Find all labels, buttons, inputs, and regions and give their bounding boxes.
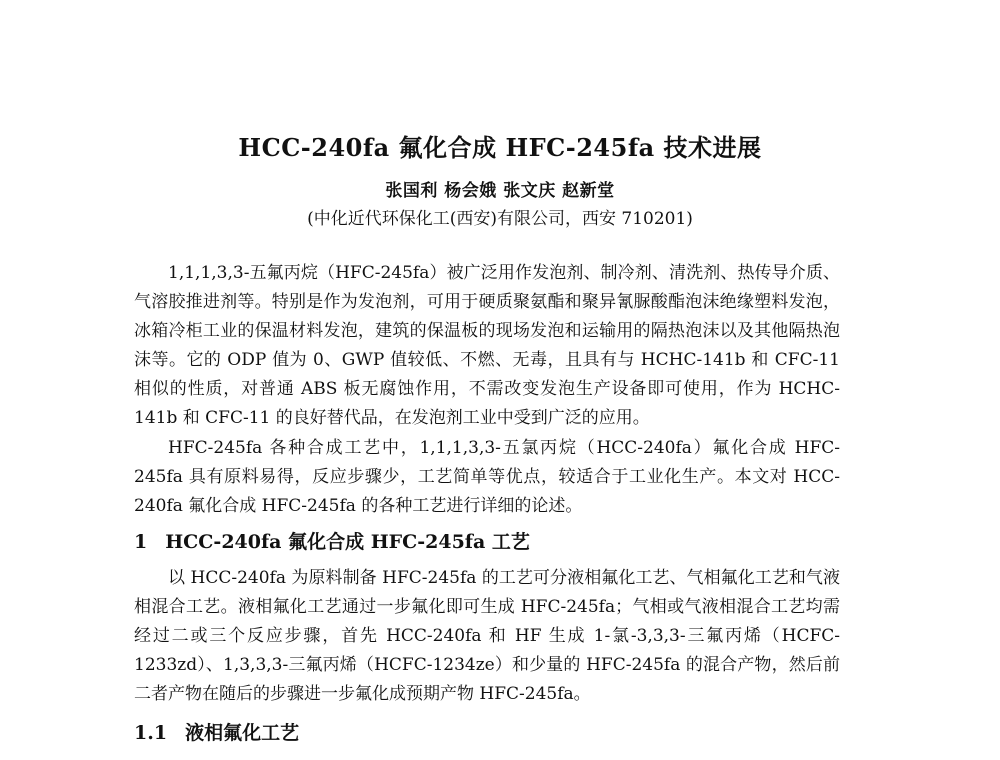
section-number: 1.1 <box>134 722 168 744</box>
author-list: 张国利 杨会娥 张文庆 赵新堂 <box>385 181 615 201</box>
intro-paragraph-2: HFC-245fa 各种合成工艺中，1,1,1,3,3-五氯丙烷（HCC-240fa）氟化合成 HFC-245fa 具有原料易得，反应步骤少，工艺简单等优点，较适合于工业化生产。本文对 HCC-240fa 氟化合成 HFC-245fa 的各种工艺进行详细的论述。 <box>134 438 840 516</box>
section-title: 液相氟化工艺 <box>185 722 300 744</box>
section-heading-1 <box>134 527 530 554</box>
paper-title: HCC-240fa 氟化合成 HFC-245fa 技术进展 <box>238 133 762 162</box>
intro-paragraph-1: 1,1,1,3,3-五氟丙烷（HFC-245fa）被广泛用作发泡剂、制冷剂、清洗剂、热传导介质、气溶胶推进剂等。特别是作为发泡剂，可用于硬质聚氨酯和聚异氰脲酸酯泡沫绝缘塑料发泡，冰箱冷柜工业的保温材料发泡，建筑的保温板的现场发泡和运输用的隔热泡沫以及其他隔热泡沫等。它的 ODP 值为 0、GWP 值较低、不燃、无毒，且具有与 HCHC-141b 和 CFC-11 相似的性质，对普通 ABS 板无腐蚀作用，不需改变发泡生产设备即可使用，作为 HCHC-141b 和 CFC-11 的良好替代品，在发泡剂工业中受到广泛的应用。 <box>134 263 840 428</box>
section-number: 1 <box>134 531 148 553</box>
section-heading-1-1 <box>134 718 299 745</box>
section-1-paragraph: 以 HCC-240fa 为原料制备 HFC-245fa 的工艺可分液相氟化工艺、气相氟化工艺和气液相混合工艺。液相氟化工艺通过一步氟化即可生成 HFC-245fa；气相或气液相混合工艺均需经过二或三个反应步骤，首先 HCC-240fa 和 HF 生成 1-氯-3,3,3-三氟丙烯（HCFC-1233zd）、1,3,3,3-三氟丙烯（HCFC-1234ze）和少量的 HFC-245fa 的混合产物，然后前二者产物在随后的步骤进一步氟化成预期产物 HFC-245fa。 <box>134 568 840 704</box>
affiliation: (中化近代环保化工(西安)有限公司，西安 710201) <box>307 209 693 229</box>
section-title: HCC-240fa 氟化合成 HFC-245fa 工艺 <box>165 531 530 553</box>
